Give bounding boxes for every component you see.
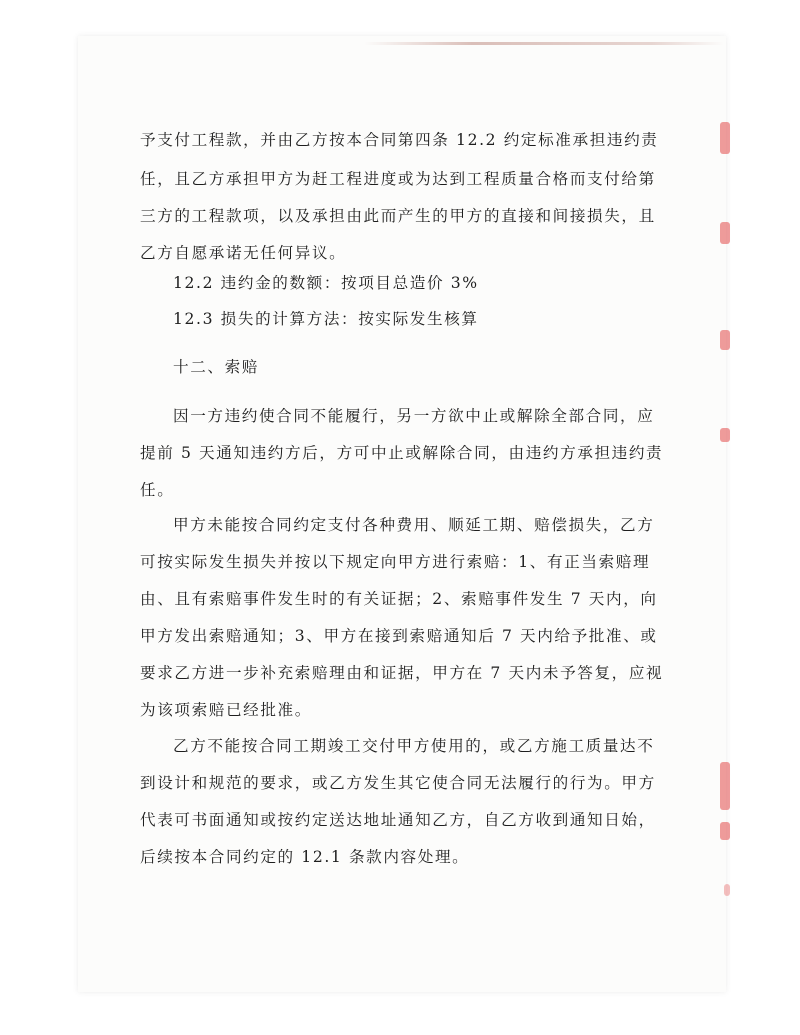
text-line: 甲方未能按合同约定支付各种费用、顺延工期、赔偿损失，乙方 — [173, 516, 655, 534]
seam-stamp-mark — [720, 822, 730, 840]
seam-stamp-mark — [720, 222, 730, 244]
seam-stamp-mark — [720, 122, 730, 154]
seam-stamp-mark — [720, 428, 730, 442]
text-line: 代表可书面通知或按约定送达地址通知乙方，自乙方收到通知日始， — [140, 811, 656, 829]
text-line: 可按实际发生损失并按以下规定向甲方进行索赔：1、有正当索赔理 — [140, 553, 651, 571]
text-line: 甲方发出索赔通知；3、甲方在接到索赔通知后 7 天内给予批准、或 — [140, 627, 658, 645]
text-line: 乙方自愿承诺无任何异议。 — [140, 244, 347, 262]
text-line: 提前 5 天通知违约方后，方可中止或解除合同，由违约方承担违约责 — [140, 444, 664, 462]
seam-stamp-mark — [720, 330, 730, 350]
text-line: 任，且乙方承担甲方为赶工程进度或为达到工程质量合格而支付给第 — [140, 170, 656, 188]
seam-stamp-mark — [720, 762, 730, 810]
text-line: 任。 — [140, 481, 175, 499]
clause-12-2: 12.2 违约金的数额：按项目总造价 3% — [173, 274, 479, 292]
text-line: 因一方违约使合同不能履行，另一方欲中止或解除全部合同，应 — [173, 407, 655, 425]
text-line: 为该项索赔已经批准。 — [140, 701, 312, 719]
text-line: 要求乙方进一步补充索赔理由和证据，甲方在 7 天内未予答复，应视 — [140, 664, 664, 682]
seam-stamp-mark — [724, 884, 730, 896]
text-line: 到设计和规范的要求，或乙方发生其它使合同无法履行的行为。甲方 — [140, 774, 656, 792]
text-line: 三方的工程款项，以及承担由此而产生的甲方的直接和间接损失，且 — [140, 207, 656, 225]
section-heading-claims: 十二、索赔 — [173, 358, 259, 376]
page-top-mark — [364, 42, 724, 45]
text-line: 乙方不能按合同工期竣工交付甲方使用的，或乙方施工质量达不 — [173, 737, 655, 755]
text-line: 由、且有索赔事件发生时的有关证据；2、索赔事件发生 7 天内，向 — [140, 590, 658, 608]
text-line: 予支付工程款，并由乙方按本合同第四条 12.2 约定标准承担违约责 — [140, 131, 659, 149]
clause-12-3: 12.3 损失的计算方法：按实际发生核算 — [173, 310, 479, 328]
text-line: 后续按本合同约定的 12.1 条款内容处理。 — [140, 848, 470, 866]
